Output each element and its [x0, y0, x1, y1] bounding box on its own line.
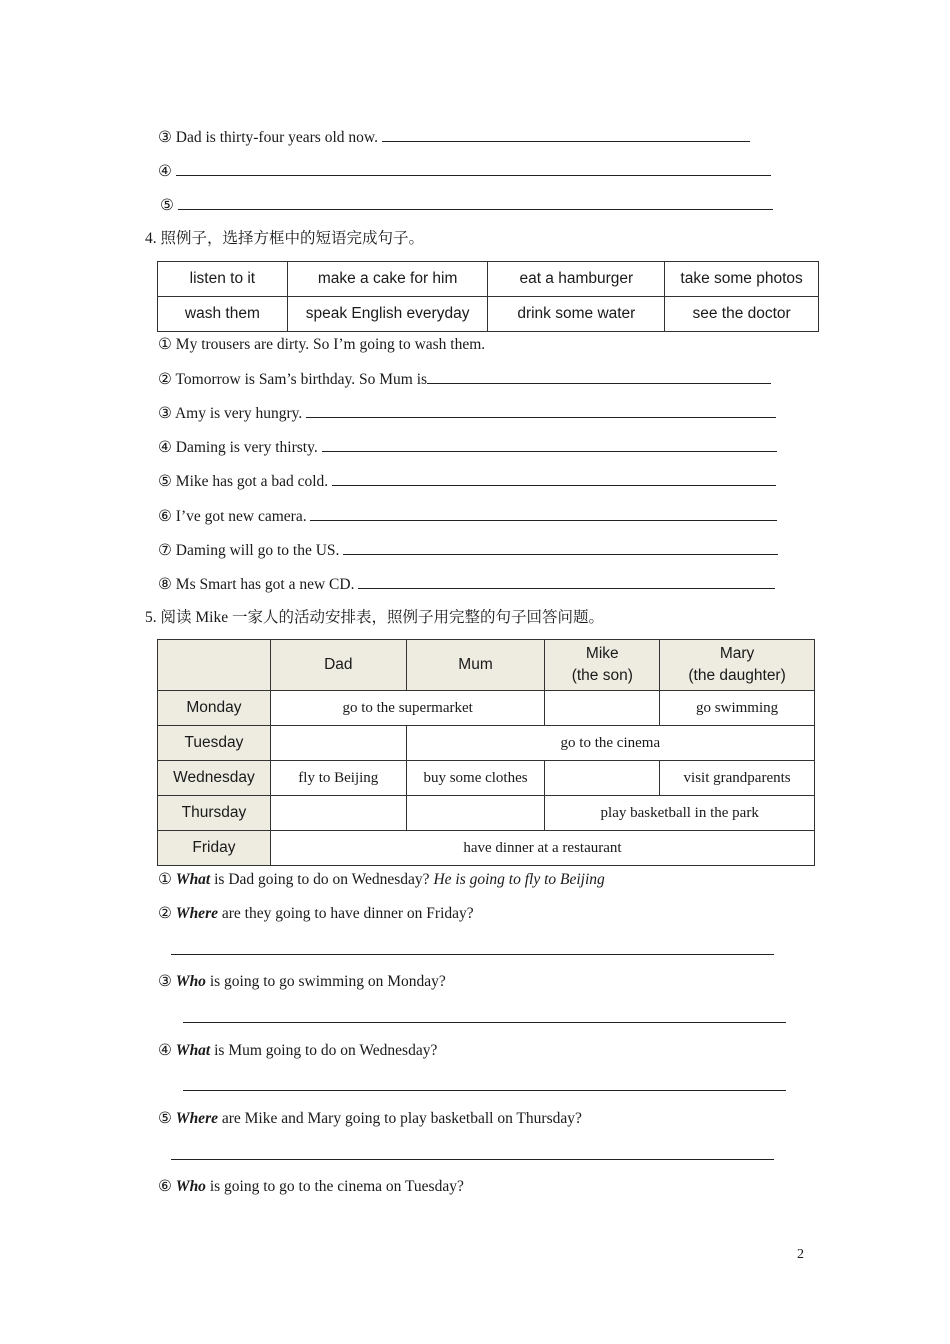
item-text: Daming will go to the US. [175, 542, 340, 559]
item-number: ⑧ [158, 576, 172, 593]
corner-cell [158, 640, 271, 691]
header-mike [545, 640, 660, 691]
answer-line[interactable] [171, 1159, 774, 1160]
phrase-cell: eat a hamburger [488, 262, 665, 297]
phrase-cell: speak English everyday [287, 297, 488, 332]
table-header-row [158, 640, 815, 691]
section3-item-3 [158, 127, 750, 148]
activity-cell: go to the supermarket [270, 691, 544, 726]
empty-cell [545, 691, 660, 726]
item-number: ① [158, 871, 172, 888]
header-mum: Mum [406, 640, 545, 691]
item-number: ⑤ [160, 197, 174, 214]
item-number: ① [158, 336, 172, 353]
section4-item-3 [158, 403, 776, 424]
section5-question-2 [158, 904, 474, 924]
phrase-cell: make a cake for him [287, 262, 488, 297]
empty-cell [406, 796, 545, 831]
day-cell: Tuesday [158, 726, 271, 761]
answer-blank[interactable] [310, 506, 777, 521]
item-number: ② [158, 905, 172, 922]
item-text: Dad is thirty-four years old now. [175, 129, 378, 146]
activity-cell: go to the cinema [406, 726, 814, 761]
header-mary [660, 640, 815, 691]
answer-line[interactable] [183, 1022, 786, 1023]
activity-cell: visit grandparents [660, 761, 815, 796]
question-text: are Mike and Mary going to play basketball on Thursday? [217, 1110, 582, 1127]
item-number: ③ [158, 129, 172, 146]
phrase-cell: wash them [158, 297, 288, 332]
question-word: What [175, 1042, 211, 1059]
item-text: Ms Smart has got a new CD. [175, 576, 355, 593]
item-number: ⑤ [158, 473, 172, 490]
question-word: Where [175, 905, 218, 922]
header-name: Mary [719, 645, 755, 662]
activity-cell: go swimming [660, 691, 815, 726]
item-number: ⑤ [158, 1110, 172, 1127]
item-number: ⑥ [158, 508, 172, 525]
table-row-wednesday [158, 761, 815, 796]
item-number: ④ [158, 1042, 172, 1059]
question-text: is going to go to the cinema on Tuesday? [205, 1178, 464, 1195]
section4-item-2 [158, 369, 771, 390]
table-row-tuesday [158, 726, 815, 761]
answer-blank[interactable] [382, 127, 750, 142]
answer-blank[interactable] [176, 161, 771, 176]
section4-item-4 [158, 437, 777, 458]
item-text: I’ve got new camera. [175, 508, 307, 525]
answer-blank[interactable] [343, 540, 778, 555]
question-text: are they going to have dinner on Friday? [217, 905, 474, 922]
item-text: Tomorrow is Sam’s birthday. So Mum is [175, 371, 428, 388]
section4-item-6 [158, 506, 777, 527]
item-number: ③ [158, 405, 172, 422]
phrase-row [158, 262, 819, 297]
item-text: My trousers are dirty. So I’m going to wash them. [175, 336, 486, 353]
section5-question-6 [158, 1177, 464, 1197]
day-cell: Wednesday [158, 761, 271, 796]
answer-blank[interactable] [306, 403, 776, 418]
answer-blank[interactable] [427, 369, 771, 384]
empty-cell [270, 796, 406, 831]
phrase-cell: listen to it [158, 262, 288, 297]
item-number: ⑦ [158, 542, 172, 559]
question-word: What [175, 871, 211, 888]
day-cell: Thursday [158, 796, 271, 831]
item-number: ② [158, 371, 172, 388]
answer-line[interactable] [183, 1090, 786, 1091]
section3-item-5 [160, 195, 773, 216]
section4-item-7 [158, 540, 778, 561]
question-text: is Mum going to do on Wednesday? [210, 1042, 438, 1059]
answer-blank[interactable] [358, 574, 775, 589]
section5-question-1 [158, 870, 605, 890]
answer-blank[interactable] [322, 437, 777, 452]
table-row-monday [158, 691, 815, 726]
question-text: is going to go swimming on Monday? [205, 973, 446, 990]
section4-item-1 [158, 335, 485, 355]
item-text: Amy is very hungry. [174, 405, 303, 422]
section5-question-5 [158, 1109, 582, 1129]
table-row-friday [158, 831, 815, 866]
section5-question-4 [158, 1041, 437, 1061]
header-role: (the daughter) [688, 667, 786, 684]
table-row-thursday [158, 796, 815, 831]
phrase-cell: take some photos [665, 262, 819, 297]
answer-blank[interactable] [332, 471, 776, 486]
empty-cell [270, 726, 406, 761]
phrase-row [158, 297, 819, 332]
phrase-cell: drink some water [488, 297, 665, 332]
section4-item-8 [158, 574, 775, 595]
item-number: ④ [158, 163, 172, 180]
day-cell: Friday [158, 831, 271, 866]
section5-title: 5. 阅读 Mike 一家人的活动安排表，照例子用完整的句子回答问题。 [145, 609, 604, 626]
item-number: ④ [158, 439, 172, 456]
header-role: (the son) [571, 667, 633, 684]
header-name: Mike [585, 645, 619, 662]
question-word: Who [175, 1178, 206, 1195]
phrase-box [157, 261, 819, 332]
page-number: 2 [797, 1247, 804, 1262]
answer-blank[interactable] [178, 195, 773, 210]
item-text: Daming is very thirsty. [175, 439, 318, 456]
question-word: Where [175, 1110, 218, 1127]
section3-item-4 [158, 161, 771, 182]
activity-cell: play basketball in the park [545, 796, 815, 831]
question-word: Who [175, 973, 206, 990]
activity-cell: have dinner at a restaurant [270, 831, 814, 866]
activity-cell: fly to Beijing [270, 761, 406, 796]
section4-title: 4. 照例子，选择方框中的短语完成句子。 [145, 230, 425, 247]
schedule-table [157, 639, 815, 866]
example-answer: He is going to fly to Beijing [433, 871, 605, 888]
section4-item-5 [158, 471, 776, 492]
answer-line[interactable] [171, 954, 774, 955]
day-cell: Monday [158, 691, 271, 726]
item-number: ⑥ [158, 1178, 172, 1195]
phrase-cell: see the doctor [665, 297, 819, 332]
section5-question-3 [158, 972, 446, 992]
item-number: ③ [158, 973, 172, 990]
question-text: is Dad going to do on Wednesday? [210, 871, 434, 888]
empty-cell [545, 761, 660, 796]
header-dad: Dad [270, 640, 406, 691]
activity-cell: buy some clothes [406, 761, 545, 796]
item-text: Mike has got a bad cold. [175, 473, 329, 490]
